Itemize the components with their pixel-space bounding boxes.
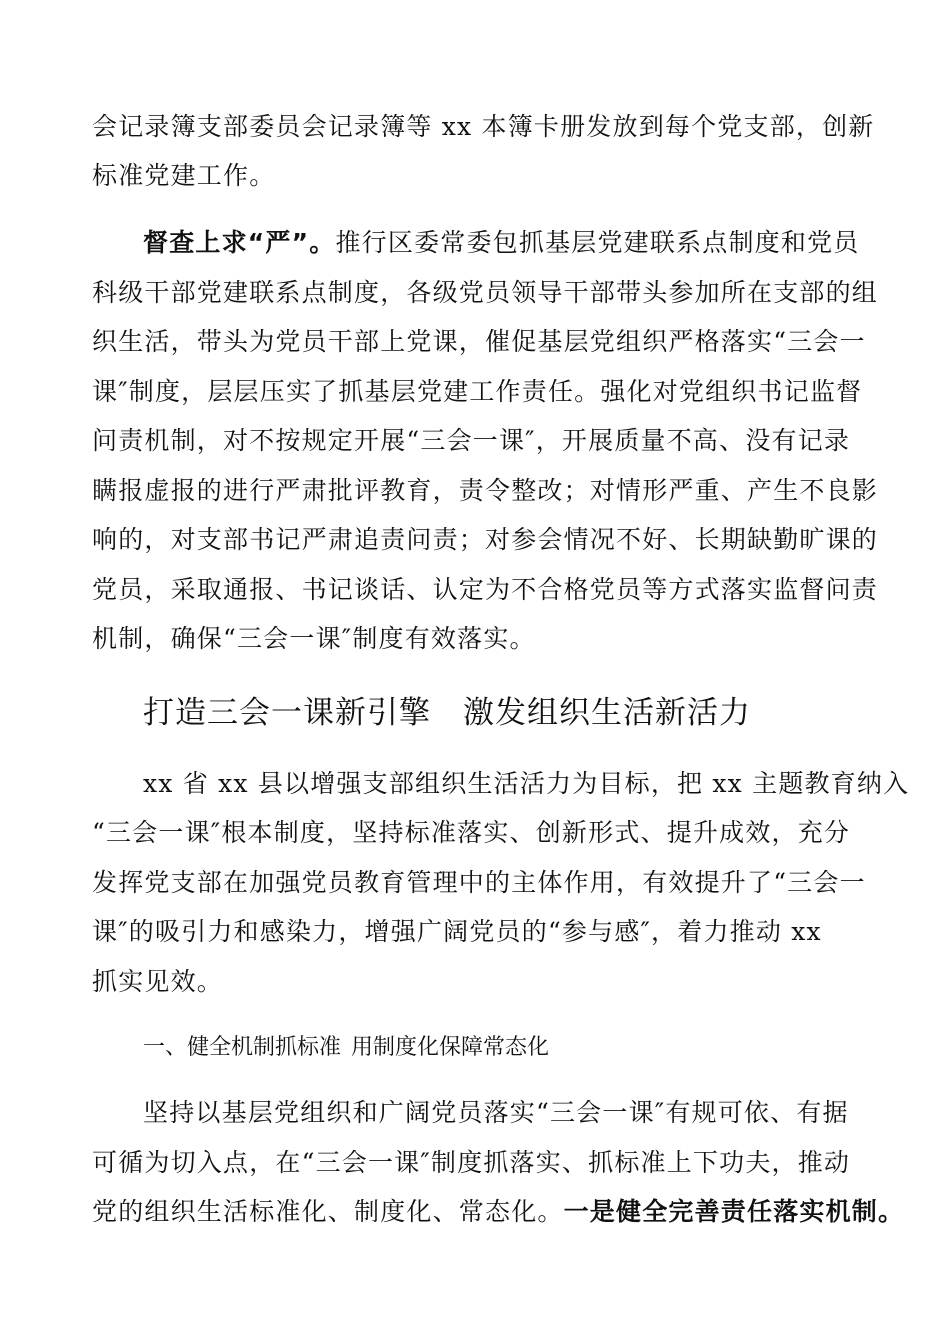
paragraph-line: 发挥党支部在加强党员教育管理中的主体作用，有效提升了“三会一 [92, 868, 866, 897]
paragraph-line: 科级干部党建联系点制度，各级党员领导干部带头参加所在支部的组 [92, 278, 879, 307]
title-part-2: 激发组织生活新活力 [463, 695, 751, 731]
article-title [143, 693, 751, 733]
paragraph-line: 瞒报虚报的进行严肃批评教育，责令整改；对情形严重、产生不良影 [92, 476, 879, 505]
paragraph-line: 织生活，带头为党员干部上党课，催促基层党组织严格落实“三会一 [92, 327, 866, 356]
paragraph-line: 问责机制，对不按规定开展“三会一课″，开展质量不高、没有记录 [92, 426, 851, 455]
paragraph-bold-phrase: 一是健全完善责任落实机制。 [563, 1197, 905, 1226]
paragraph-line: 标准党建工作。 [92, 161, 276, 190]
paragraph-line: 课″的吸引力和感染力，增强广阔党员的“参与感″，着力推动 xx [92, 917, 822, 946]
section-heading [143, 1033, 549, 1063]
paragraph-last-line [92, 1197, 905, 1227]
title-part-1: 打造三会一课新引擎 [143, 695, 431, 731]
paragraph-lead-bold: 督查上求“严”。 [143, 228, 336, 257]
paragraph-line: 响的，对支部书记严肃追责问责；对参会情况不好、长期缺勤旷课的 [92, 525, 879, 554]
section-heading-part-2: 用制度化保障常态化 [351, 1035, 550, 1060]
paragraph-text: 推行区委常委包抓基层党建联系点制度和党员 [335, 228, 860, 257]
paragraph-line: 坚持以基层党组织和广阔党员落实“三会一课″有规可依、有据 [143, 1098, 849, 1127]
paragraph-line: 党员，采取通报、书记谈话、认定为不合格党员等方式落实监督问责 [92, 575, 879, 604]
paragraph-first-line [143, 228, 863, 258]
paragraph-line: 抓实见效。 [92, 967, 224, 996]
paragraph-line: “三会一课″根本制度，坚持标准落实、创新形式、提升成效，充分 [92, 818, 851, 847]
paragraph-line: 会记录簿支部委员会记录簿等 xx 本簿卡册发放到每个党支部，创新 [92, 112, 875, 141]
paragraph-line: 课″制度，层层压实了抓基层党建工作责任。强化对党组织书记监督 [92, 377, 863, 406]
section-heading-part-1: 一、健全机制抓标准 [143, 1035, 342, 1060]
paragraph-line: 机制，确保“三会一课″制度有效落实。 [92, 624, 536, 653]
paragraph-line: 可循为切入点，在“三会一课″制度抓落实、抓标准上下功夫，推动 [92, 1148, 851, 1177]
paragraph-line: xx 省 xx 县以增强支部组织生活活力为目标，把 xx 主题教育纳入 [143, 769, 910, 798]
paragraph-text: 党的组织生活标准化、制度化、常态化。 [92, 1197, 564, 1226]
